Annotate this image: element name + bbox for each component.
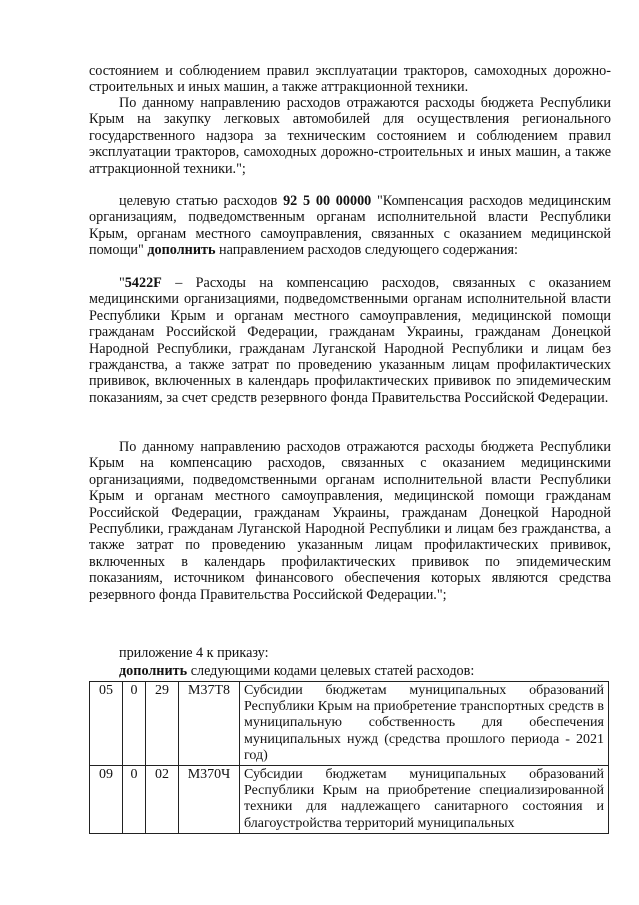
table-row — [90, 682, 609, 766]
paragraph-3-tail: направлением расходов следующего содержания: — [215, 242, 518, 259]
paragraph-3-body: "Компенсация расходов медицинским организациям, подведомственным органам исполнительной власти Республики Крым, органам местного самоуправления, связанных с оказанием медицинской помощи" — [89, 193, 612, 259]
paragraph-2: По данному направлению расходов отражаются расходы бюджета Республики Крым на закупку легковых автомобилей для осуществления регионального государственного надзора за техническим состоянием и соблюдением правил эксплуатации тракторов, самоходных дорожно-строительных и иных машин, а также аттракционной техники."; — [89, 95, 611, 177]
paragraph-3-lead: целевую статью расходов — [119, 193, 284, 209]
paragraph-1: состоянием и соблюдением правил эксплуатации тракторов, самоходных дорожно-строительных и иных машин, а также аттракционной техники. — [89, 63, 611, 96]
paragraph-7 — [89, 663, 611, 679]
table-row — [90, 766, 609, 834]
paragraph-7-keyword: дополнить — [119, 663, 188, 679]
paragraph-5: По данному направлению расходов отражаются расходы бюджета Республики Крым на компенсацию расходов, связанных с оказанием медицинскими организациями, подведомственными органам исполнительной власти Республики Крым и органам местного самоуправления, медицинской помощи гражданам Российской Федерации, гражданам Украины, гражданам Донецкой Народной Республики, гражданам Луганской Народной Республики и лицам без гражданства, а также затрат по проведению указанным лицам профилактических прививок, включенных в календарь профилактических прививок по эпидемическим показаниям, источником финансового обеспечения которых являются средства резервного фонда Правительства Российской Федерации."; — [89, 439, 611, 603]
table-cell-description: Субсидии бюджетам муниципальных образований Республики Крым на приобретение транспортных средств в муниципальную собственность для обеспечения муниципальных нужд (средства прошлого периода - 2021 год) — [240, 682, 609, 766]
paragraph-4 — [89, 275, 611, 406]
table-cell-code-1: 05 — [90, 682, 123, 766]
table-cell-code-1: 09 — [90, 766, 123, 834]
table-cell-code-3: 02 — [146, 766, 179, 834]
expense-direction-code: 5422F — [124, 275, 162, 291]
codes-table — [89, 681, 609, 834]
paragraph-4-body: – Расходы на компенсацию расходов, связанных с оказанием медицинскими организациями, подведомственными органам исполнительной власти Республики Крым и органам местного самоуправления, медицинской помощи гражданам Российской Федерации, гражданам Украины, гражданам Донецкой Народной Республики, гражданам Луганской Народной Республики и лицам без гражданства, а также затрат по проведению указанным лицам профилактических прививок, включенных в календарь профилактических прививок по эпидемическим показаниям, за счет средств резервного фонда Правительства Российской Федерации. — [89, 275, 611, 406]
paragraph-7-body: следующими кодами целевых статей расходов: — [187, 663, 475, 679]
table-cell-code-3: 29 — [146, 682, 179, 766]
paragraph-3-keyword: дополнить — [147, 242, 216, 259]
table-cell-code-4: М370Ч — [179, 766, 240, 834]
paragraph-3 — [89, 193, 611, 259]
table-cell-description: Субсидии бюджетам муниципальных образований Республики Крым на приобретение специализированной техники для надлежащего санитарного состояния и благоустройства территорий муниципальных — [240, 766, 609, 834]
table-cell-code-2: 0 — [123, 766, 146, 834]
table-cell-code-4: М37Т8 — [179, 682, 240, 766]
appendix-heading: приложение 4 к приказу: — [119, 645, 269, 661]
table-cell-code-2: 0 — [123, 682, 146, 766]
paragraph-4-quote: " — [119, 275, 125, 291]
target-article-code: 92 5 00 00000 — [283, 193, 372, 209]
